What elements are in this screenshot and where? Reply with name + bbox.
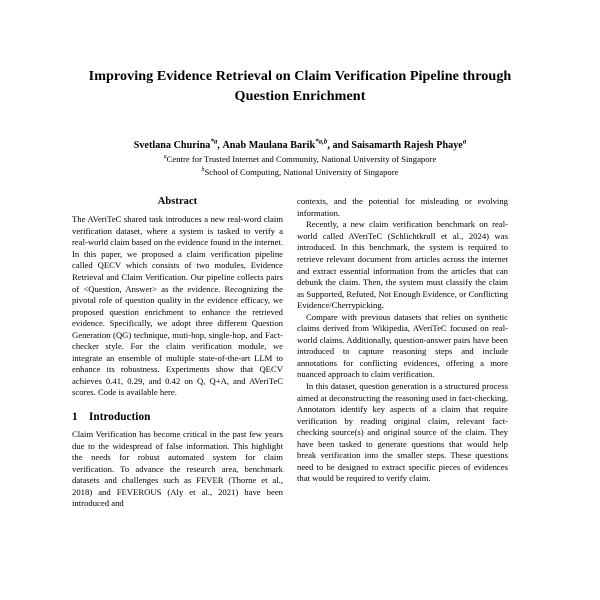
author-separator-1: , (217, 140, 223, 151)
abstract-text: The AVeriTeC shared task introduces a new real-word claim verification dataset, where a system is tasked to verify a real-world claim based on the evidence found in the internet. In this paper, we proposed a claim verification pipeline called QECV which consists of two modules, Evidence Retrieval and Claim Verification. Our pipeline collects pairs of <Question, Answer> as the evidence. Recognizing the pivotal role of question quality in the evidence efficacy, we proposed question enrichment to enhance the retrieved evidence. Specifically, we adopt three different Question Generation (QG) technique, muti-hop, single-hop, and Fact-checker style. For the claim verification module, we integrate an ensemble of multiple state-of-the-art LLM to enhance its robustness. Experiments show that QECV achieves 0.41, 0.29, and 0.42 on Q, Q+A, and AVeriTeC scores. Code is available here. (72, 214, 283, 398)
affiliation-2 (72, 166, 528, 179)
right-column (297, 196, 508, 485)
page-title: Improving Evidence Retrieval on Claim Verification Pipeline through Question Enrichment (88, 68, 512, 104)
section-title: Introduction (89, 411, 151, 424)
author-separator-2: , and (327, 140, 352, 151)
author-name-3: Saisamarth Rajesh Phaye (351, 140, 463, 151)
affiliation-text-1: Centre for Trusted Internet and Community, National University of Singapore (166, 154, 437, 165)
abstract-heading: Abstract (157, 196, 198, 208)
right-paragraph-4: In this dataset, question generation is a structured process aimed at deconstructing the reasoning used in fact-checking. Annotators identify key aspects of a claim that require verification by reading original claim, relevant fact-checking source(s) and original source of the claim. They have been tasked to generate questions that would help break verification into the smaller steps. These questions need to be designed to extract specific pieces of evidences that would be required to verify claim. (297, 381, 508, 484)
affiliation-mark-1: a (163, 154, 167, 161)
author-marks-2: *a,b (315, 138, 328, 146)
section-number: 1 (72, 411, 78, 424)
author-marks-3: a (462, 138, 467, 146)
affiliation-text-2: School of Computing, National University of Singapore (204, 167, 399, 178)
affiliation-mark-2: b (201, 167, 205, 174)
left-column (72, 196, 283, 510)
right-paragraph-2: Recently, a new claim verification benchmark on real-world called AVeriTeC (Schlichtkrull et al., 2024) was introduced. In this benchmark, the system is required to retrieve relevant document from articles across the internet and extract essential information from the articles that can debunk the claim. Then, the system must classify the claim as Supported, Refuted, Not Enough Evidence, or Conflicting Evidence/Cherrypicking. (297, 219, 508, 311)
author-name-2: Anab Maulana Barik (222, 140, 316, 151)
section-heading-introduction (72, 411, 283, 423)
author-block (72, 138, 528, 179)
right-paragraph-continued: contexts, and the potential for misleading or evolving information. (297, 196, 508, 218)
intro-paragraph-1: Claim Verification has become critical in the past few years due to the widespread of false information. This highlight the needs for robust automated system for claim verification. To advance the research area, benchmark datasets and challenges such as FEVER (Thorne et al., 2018) and FEVEROUS (Aly et al., 2021) have been introduced and (72, 429, 283, 509)
two-column-body (72, 196, 528, 510)
author-names (72, 138, 528, 153)
author-marks-1: *a (210, 138, 218, 146)
right-paragraph-3: Compare with previous datasets that relies on synthetic claims derived from Wikipedia, AVeriTeC focused on real-world claims. Additionally, question-answer pairs have been introduced to capture reasoning steps and include annotations for conflicting evidences, offering a more nuanced approach to claim verification. (297, 311, 508, 380)
affiliation-1 (72, 153, 528, 166)
author-name-1: Svetlana Churina (133, 140, 211, 151)
